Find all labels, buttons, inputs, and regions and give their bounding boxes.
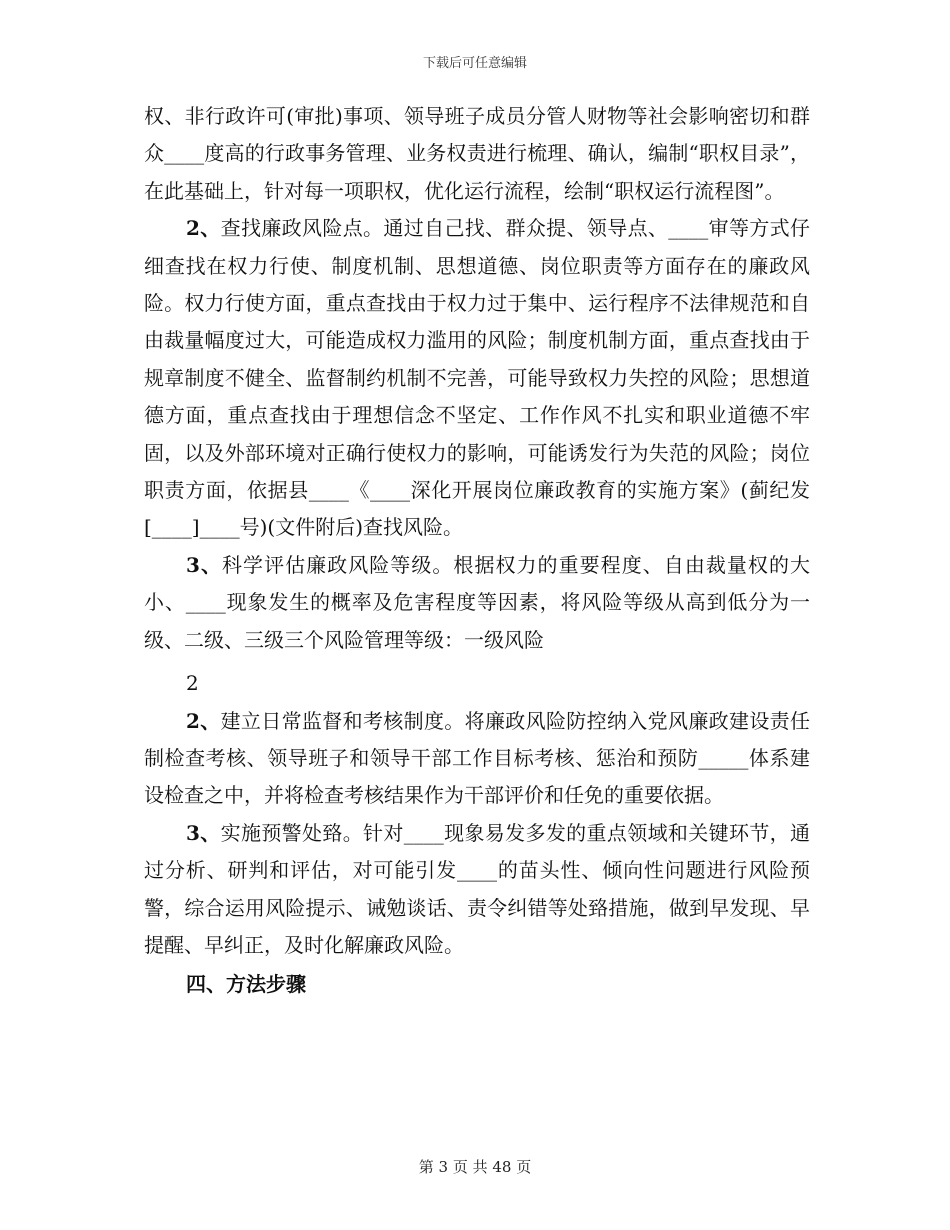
paragraph-6 — [144, 815, 810, 965]
paragraph-2-text: 查找廉政风险点。通过自己找、群众提、领导点、____审等方式仔细查找在权力行使、制度机制、思想道德、岗位职责等方面存在的廉政风险。权力行使方面，重点查找由于权力过于集中、运行程序不法律规范和自由裁量幅度过大，可能造成权力滥用的风险；制度机制方面，重点查找由于规章制度不健全、监督制约机制不完善，可能导致权力失控的风险；思想道德方面，重点查找由于理想信念不坚定、工作作风不扎实和职业道德不牢固，以及外部环境对正确行使权力的影响，可能诱发行为失范的风险；岗位职责方面，依据县____《____深化开展岗位廉政教育的实施方案》(蓟纪发[____]____号)(文件附后)查找风险。 — [144, 216, 811, 540]
section-heading: 四、方法步骤 — [186, 972, 306, 997]
paragraph-6-text: 实施预警处臵。针对____现象易发多发的重点领域和关键环节，通过分析、研判和评估，对可能引发____的苗头性、倾向性问题进行风险预警，综合运用风险提示、诫勉谈话、责令纠错等处臵措施，做到早发现、早提醒、早纠正，及时化解廉政风险。 — [144, 820, 811, 957]
paragraph-3-text: 科学评估廉政风险等级。根据权力的重要程度、自由裁量权的大小、____现象发生的概率及危害程度等因素，将风险等级从高到低分为一级、二级、三级三个风险管理等级：一级风险 — [144, 552, 811, 652]
paragraph-5-text: 建立日常监督和考核制度。将廉政风险防控纳入党风廉政建设责任制检查考核、领导班子和领导干部工作目标考核、惩治和预防_____体系建设检查之中，并将检查考核结果作为干部评价和任免的重要依据。 — [144, 708, 810, 808]
paragraph-5-number: 2、 — [186, 708, 221, 733]
paragraph-1: 权、非行政许可(审批)事项、领导班子成员分管人财物等社会影响密切和群众____度高的行政事务管理、业务权责进行梳理、确认，编制“职权目录”，在此基础上，针对每一项职权，优化运行流程，绘制“职权运行流程图”。 — [144, 104, 810, 203]
paragraph-3 — [144, 547, 810, 659]
inline-page-number: 2 — [186, 671, 199, 696]
paragraph-5 — [144, 703, 810, 815]
paragraph-6-number: 3、 — [186, 820, 221, 845]
paragraph-2-number: 2、 — [186, 216, 221, 241]
paragraph-2 — [144, 210, 810, 547]
page-footer: 第 3 页 共 48 页 — [418, 1158, 532, 1176]
document-body — [144, 98, 810, 1024]
paragraph-3-number: 3、 — [186, 552, 222, 577]
page-header: 下载后可任意编辑 — [422, 56, 527, 71]
